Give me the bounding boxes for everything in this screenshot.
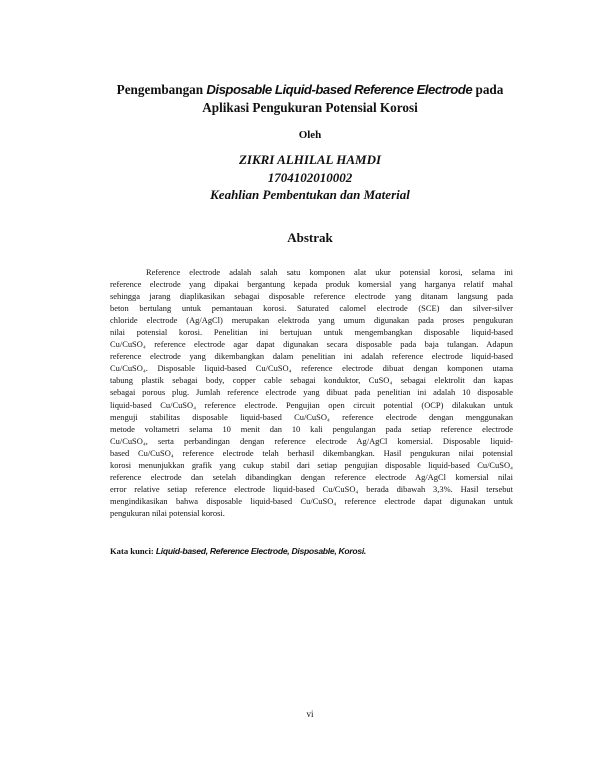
author-name: ZIKRI ALHILAL HAMDI [238, 152, 382, 167]
abstract-heading: Abstrak [287, 230, 333, 245]
abstract-line: metode voltametri selama 10 menit dan 10 kali pengulangan pada setiap reference electrode [110, 423, 513, 434]
title-emphasis: Disposable Liquid-based Reference Electrode [206, 82, 473, 97]
abstract-line: Reference electrode adalah salah satu komponen alat ukur potensial korosi, selama ini [146, 267, 513, 277]
document-title [100, 81, 520, 117]
title-suffix: pada [472, 82, 504, 97]
abstract-line: error relative setiap reference electrode liquid-based Cu/CuSO₄ berada dibawah 3,3%. Hasil tersebut [110, 483, 513, 494]
title-prefix: Pengembangan [116, 82, 207, 97]
keywords-list: Liquid-based, Reference Electrode, Disposable, Korosi. [155, 546, 367, 556]
abstract-line: Cu/CuSO₄. Disposable liquid-based Cu/CuSO₄ reference electrode dibuat dengan komponen utama [110, 363, 513, 374]
author-block [0, 151, 595, 204]
abstract-line: beton bertulang untuk pemantauan korosi. Saturated calomel electrode (SCE) dan silver-silver [110, 303, 513, 314]
abstract-line: based Cu/CuSO₄ reference electrode telah berhasil dikembangkan. Hasil pengukuran nilai potensial [110, 447, 513, 458]
study-program: Keahlian Pembentukan dan Material [210, 187, 410, 202]
abstract-line: tabung plastik sebagai body, copper cable sebagai konduktor, CuSO₄ sebagai elektrolit dan kapas [110, 375, 513, 386]
abstract-line: Cu/CuSO₄, serta perbandingan dengan reference electrode Ag/AgCl komersial. Disposable liquid- [110, 435, 513, 446]
keywords-label: Kata kunci: [110, 546, 156, 556]
abstract-line: reference electrode yang dipakai bergantung kepada produk komersial yang harganya relatif mahal [110, 279, 513, 290]
abstract-line: Cu/CuSO₄ reference electrode agar dapat digunakan secara disposable pada baja tulangan. Adapun [110, 339, 513, 350]
abstract-line: menguji stabilitas disposable liquid-based Cu/CuSO₄ reference electrode dengan menggunakan [110, 411, 513, 422]
page-number: vi [306, 709, 314, 719]
keywords [110, 546, 513, 556]
abstract-line: sehingga jarang diaplikasikan sebagai disposable reference electrode yang ditanam langsung pada [110, 291, 513, 302]
abstract-line: chloride electrode (Ag/AgCl) merupakan elektroda yang umum digunakan pada proses pengukuran [110, 315, 513, 326]
abstract-line: mengindikasikan bahwa disposable liquid-based Cu/CuSO₄ reference electrode dapat digunakan untuk [110, 495, 513, 506]
title-line-2: Aplikasi Pengukuran Potensial Korosi [202, 100, 418, 115]
abstract-line: liquid-based Cu/CuSO₄ reference electrode. Pengujian open circuit potential (OCP) dilakukan untuk [110, 399, 513, 410]
abstract-line: sebagai porous plug. Jumlah reference electrode yang dibuat pada penelitian ini adalah 10 disposable [110, 387, 513, 398]
student-id: 1704102010002 [267, 169, 353, 185]
abstract-line: pengukuran nilai potensial korosi. [110, 507, 225, 518]
by-label: Oleh [298, 129, 322, 141]
abstract-line: nilai potensial korosi. Penelitian ini bertujuan untuk mengembangkan disposable liquid-based [110, 327, 513, 338]
abstract-line: korosi menunjukkan grafik yang cukup stabil dari setiap pengujian disposable liquid-based Cu/CuSO₄ [110, 459, 513, 470]
abstract-line: reference electrode yang dikembangkan dalam penelitian ini adalah reference electrode liquid-based [110, 351, 513, 362]
abstract-body [110, 266, 513, 519]
abstract-line: reference electrode dan setelah dibandingkan dengan reference electrode Ag/AgCl komersial nilai [110, 471, 513, 482]
